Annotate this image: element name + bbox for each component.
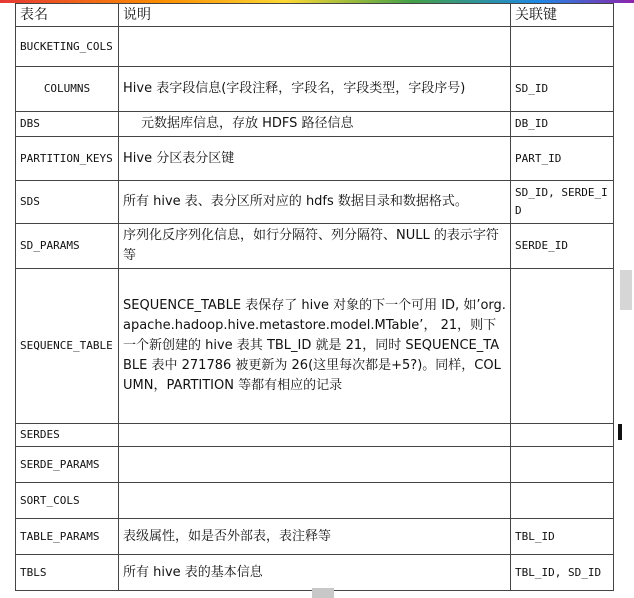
table-row xyxy=(16,447,614,483)
table-name-cell: PARTITION_KEYS xyxy=(16,137,119,181)
description-cell xyxy=(119,483,511,519)
right-edge-cursor-mark xyxy=(618,424,622,440)
table-name-cell: COLUMNS xyxy=(16,67,119,112)
table-name-cell: BUCKETING_COLS xyxy=(16,27,119,67)
description-cell: 元数据库信息，存放 HDFS 路径信息 xyxy=(119,112,511,137)
table-row xyxy=(16,555,614,591)
related-key-cell: PART_ID xyxy=(511,137,614,181)
related-key-cell: SD_ID xyxy=(511,67,614,112)
table-name-cell: SERDES xyxy=(16,424,119,447)
description-cell: 序列化反序列化信息，如行分隔符、列分隔符、NULL 的表示字符等 xyxy=(119,224,511,269)
description-cell: SEQUENCE_TABLE 表保存了 hive 对象的下一个可用 ID, 如’org.apache.hadoop.hive.metastore.model.MTable’， 21，则下一个新创建的 hive 表其 TBL_ID 就是 21，同时 SEQUENCE_TABLE 表中 271786 被更新为 26(这里每次都是+5?)。同样，COLUMN，PARTITION 等都有相应的记录 xyxy=(119,269,511,424)
header-related-key: 关联键 xyxy=(511,4,614,27)
metastore-tables-table xyxy=(15,3,614,591)
related-key-cell: SERDE_ID xyxy=(511,224,614,269)
table-name-cell: DBS xyxy=(16,112,119,137)
table-name-cell: SDS xyxy=(16,181,119,224)
related-key-cell: TBL_ID, SD_ID xyxy=(511,555,614,591)
table-row xyxy=(16,483,614,519)
related-key-cell: TBL_ID xyxy=(511,519,614,555)
description-cell: Hive 表字段信息(字段注释，字段名，字段类型，字段序号) xyxy=(119,67,511,112)
description-cell: 所有 hive 表、表分区所对应的 hdfs 数据目录和数据格式。 xyxy=(119,181,511,224)
table-name-cell: SEQUENCE_TABLE xyxy=(16,269,119,424)
header-table-name: 表名 xyxy=(16,4,119,27)
description-cell: 所有 hive 表的基本信息 xyxy=(119,555,511,591)
description-cell xyxy=(119,27,511,67)
table-row xyxy=(16,137,614,181)
description-cell: Hive 分区表分区键 xyxy=(119,137,511,181)
related-key-cell: DB_ID xyxy=(511,112,614,137)
related-key-cell xyxy=(511,424,614,447)
table-row xyxy=(16,67,614,112)
related-key-cell xyxy=(511,269,614,424)
table-row xyxy=(16,112,614,137)
table-name-cell: SORT_COLS xyxy=(16,483,119,519)
table-row xyxy=(16,27,614,67)
bottom-edge-artifact xyxy=(312,588,334,598)
table-row xyxy=(16,519,614,555)
table-row xyxy=(16,224,614,269)
related-key-cell xyxy=(511,27,614,67)
description-cell xyxy=(119,424,511,447)
description-cell: 表级属性，如是否外部表，表注释等 xyxy=(119,519,511,555)
header-row xyxy=(16,4,614,27)
table-name-cell: SERDE_PARAMS xyxy=(16,447,119,483)
description-cell xyxy=(119,447,511,483)
table-name-cell: SD_PARAMS xyxy=(16,224,119,269)
related-key-cell xyxy=(511,483,614,519)
table-row xyxy=(16,181,614,224)
related-key-cell xyxy=(511,447,614,483)
table-name-cell: TBLS xyxy=(16,555,119,591)
table-row xyxy=(16,269,614,424)
right-edge-artifact xyxy=(620,270,632,310)
header-description: 说明 xyxy=(119,4,511,27)
related-key-cell: SD_ID, SERDE_ID xyxy=(511,181,614,224)
table-name-cell: TABLE_PARAMS xyxy=(16,519,119,555)
table-row xyxy=(16,424,614,447)
